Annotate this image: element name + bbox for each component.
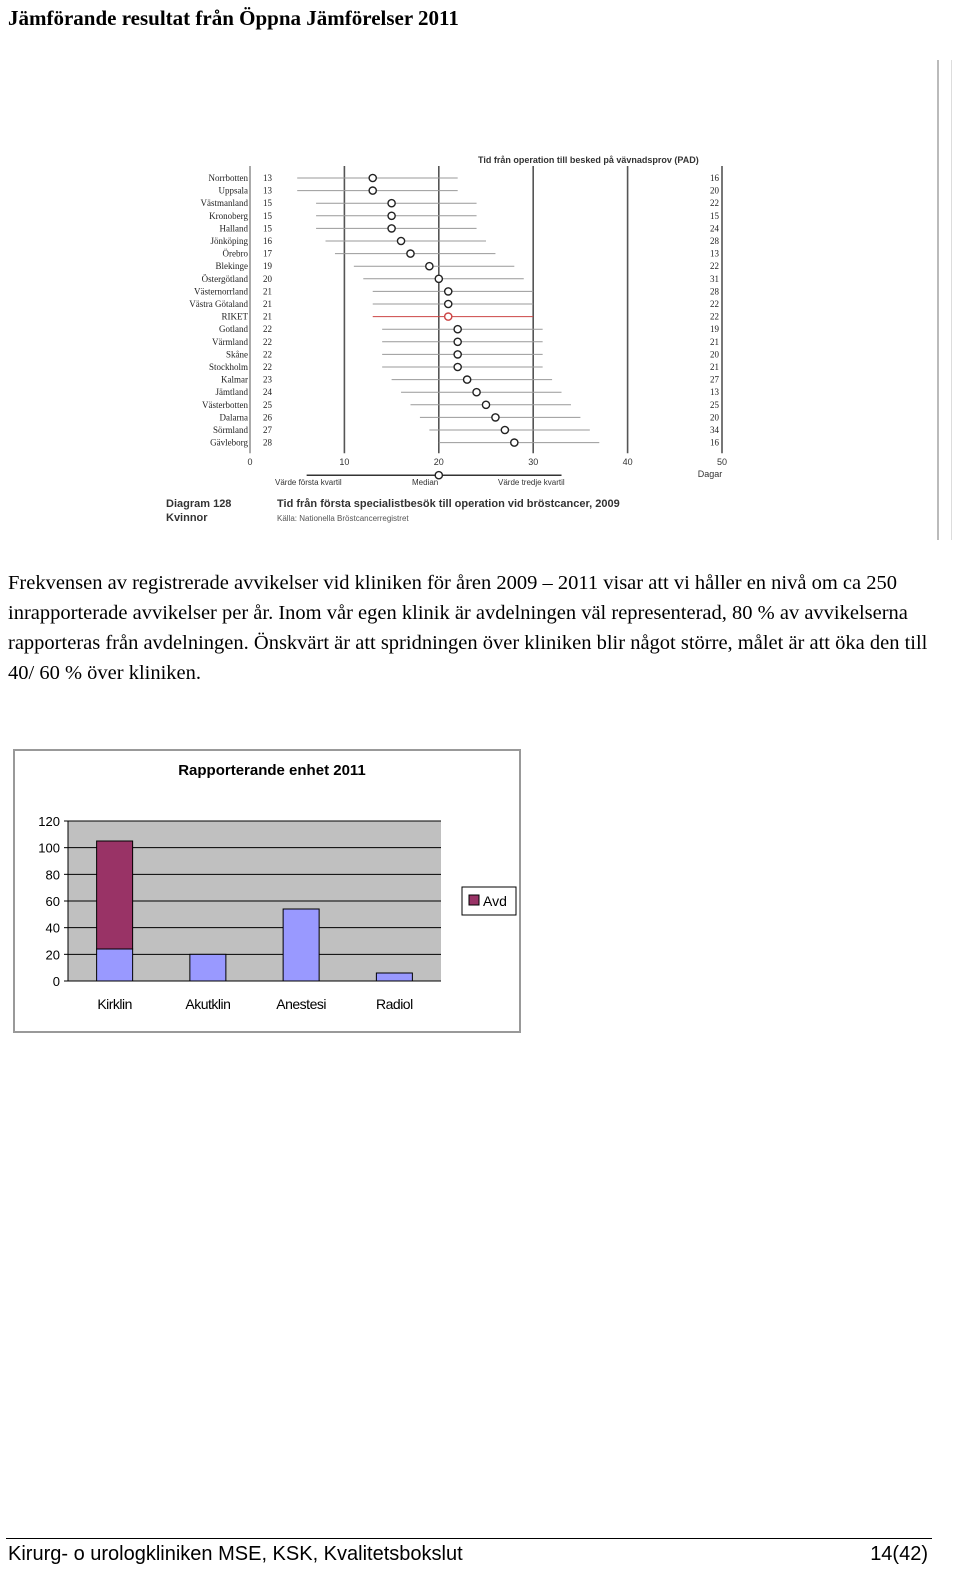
fig1-region-label: Uppsala [218,185,248,196]
fig1-region-median-value: 22 [263,349,272,360]
bar-chart-x-tick: Kirklin [97,996,132,1012]
fig1-region-median-value: 22 [263,324,272,335]
fig1-x-tick: 10 [339,457,350,468]
fig1-median-marker [454,351,461,358]
fig1-region-label: Värmland [212,336,248,347]
bar-chart-y-tick: 80 [45,867,60,883]
page-edge-rule [937,60,952,540]
fig1-x-tick: 0 [247,457,253,468]
fig1-region-label: Skåne [226,349,248,360]
fig1-region-pad-value: 24 [710,223,719,234]
fig1-median-marker [454,338,461,345]
fig1-median-marker [388,212,395,219]
fig1-median-marker [482,401,489,408]
page-header-title: Jämförande resultat från Öppna Jämförelser 2011 [8,6,459,30]
fig1-region-pad-value: 13 [710,387,719,398]
fig1-median-marker [511,439,518,446]
fig1-top-title: Tid från operation till besked på vävnadsprov (PAD) [478,155,699,165]
fig1-region-label: Gävleborg [210,437,248,448]
fig1-median-marker [445,313,452,320]
fig1-region-median-value: 25 [263,399,272,410]
bar-chart-panel [13,749,521,1033]
fig1-region-median-value: 20 [263,273,272,284]
fig1-region-label: Norrbotten [208,173,248,183]
fig1-legend-q3: Värde tredje kvartil [498,478,565,488]
fig1-region-label: Örebro [222,248,248,259]
bar-chart-bar [97,841,133,949]
bar-chart-y-tick: 120 [38,814,60,829]
fig1-region-median-value: 13 [263,173,272,183]
fig1-region-pad-value: 34 [710,425,719,435]
fig1-legend-q1: Värde första kvartil [275,478,342,488]
fig1-legend-median: Median [412,478,439,488]
fig1-region-label: Kalmar [221,374,248,385]
fig1-region-median-value: 13 [263,185,272,196]
fig1-region-pad-value: 22 [710,261,719,272]
fig1-median-marker [426,263,433,270]
fig1-region-label: Jämtland [215,387,248,398]
fig1-median-marker [388,225,395,232]
fig1-region-pad-value: 28 [710,236,719,246]
bar-chart-y-tick: 20 [45,947,60,963]
fig1-region-median-value: 16 [263,236,272,246]
fig1-median-marker [435,275,442,282]
footer-page-number: 14(42) [870,1543,928,1565]
fig1-region-label: Jönköping [210,236,248,246]
fig1-x-tick: 40 [622,457,633,468]
fig1-region-pad-value: 25 [710,399,719,410]
fig1-x-tick: 50 [716,457,728,468]
fig1-region-pad-value: 19 [710,324,719,335]
bar-chart-title: Rapporterande enhet 2011 [178,762,366,779]
bar-chart-x-tick: Radiol [376,996,413,1012]
fig1-x-tick: 30 [528,457,539,468]
fig1-region-label: Blekinge [215,261,248,272]
fig1-median-marker [445,300,452,307]
fig1-median-marker [492,414,499,421]
fig1-region-median-value: 22 [263,362,272,372]
fig1-region-median-value: 26 [263,412,272,423]
fig1-median-marker [454,363,461,370]
fig1-source: Källa: Nationella Bröstcancerregistret [277,514,409,524]
bar-chart-legend-label: Avd [483,893,507,909]
fig1-region-label: Västernorrland [194,286,248,297]
fig1-region-pad-value: 21 [710,336,719,347]
fig1-region-label: Sörmland [213,425,248,435]
fig1-region-label: Kronoberg [209,210,248,221]
fig1-region-median-value: 28 [263,437,272,448]
fig1-median-marker [454,326,461,333]
fig1-region-pad-value: 20 [710,349,719,360]
fig1-median-marker [473,389,480,396]
fig1-x-tick: 20 [433,457,444,468]
fig1-region-pad-value: 16 [710,173,719,183]
fig1-diagram-label: Diagram 128 [166,498,232,511]
fig1-median-marker [369,187,376,194]
fig1-region-label: Gotland [219,324,248,335]
footer-document-title: Kirurg- o urologkliniken MSE, KSK, Kvalitetsbokslut [8,1543,463,1565]
fig1-region-label: Östergötland [201,273,248,284]
fig1-region-pad-value: 22 [710,311,719,322]
fig1-region-label: Dalarna [219,412,248,423]
bar-chart-bar [376,973,412,981]
fig1-region-pad-value: 27 [710,374,719,385]
fig1-region-pad-value: 20 [710,185,719,196]
bar-chart-y-tick: 40 [45,920,60,936]
fig1-region-median-value: 15 [263,223,272,234]
fig1-region-label: Stockholm [208,362,248,372]
fig1-median-marker [397,237,404,244]
bar-chart-x-tick: Akutklin [185,996,231,1012]
fig1-region-label: Halland [219,223,248,234]
regional-comparison-figure [160,150,760,530]
fig1-median-marker [501,426,508,433]
fig1-region-median-value: 21 [263,286,272,297]
bar-chart-bar [283,909,319,981]
fig1-region-median-value: 15 [263,198,272,209]
fig1-region-median-value: 19 [263,261,272,272]
fig1-median-marker [445,288,452,295]
fig1-region-median-value: 24 [263,387,272,398]
fig1-region-pad-value: 22 [710,198,719,209]
fig1-region-median-value: 21 [263,299,272,309]
fig1-diagram-sub: Kvinnor [166,512,208,525]
fig1-region-label: Västra Götaland [189,299,248,309]
fig1-region-label: Västerbotten [202,399,248,410]
fig1-region-median-value: 22 [263,336,272,347]
bar-chart-y-tick: 0 [52,974,60,989]
fig1-region-pad-value: 20 [710,412,719,423]
body-paragraph: Frekvensen av registrerade avvikelser vid kliniken för åren 2009 – 2011 visar att vi håller en nivå om ca 250 inrapporterade avvikelser per år. Inom vår egen klinik är avdelningen väl representerad, 80 % av avvikelserna rapporteras från avdelningen. Önskvärt är att spridningen över kliniken blir något större, målet är att öka den till 40/ 60 % över kliniken. [8,572,928,684]
footer-rule [6,1538,932,1539]
fig1-region-pad-value: 21 [710,362,719,372]
fig1-caption: Tid från första specialistbesök till operation vid bröstcancer, 2009 [277,498,620,511]
fig1-region-median-value: 15 [263,210,272,221]
fig1-region-pad-value: 16 [710,437,719,448]
bar-chart-legend-swatch [469,895,479,905]
fig1-region-pad-value: 13 [710,248,719,259]
bar-chart-bar [190,954,226,981]
bar-chart-y-tick: 60 [45,894,60,909]
fig1-x-unit: Dagar [697,469,723,480]
bar-chart-bar [97,949,133,981]
fig1-region-pad-value: 22 [710,299,719,309]
fig1-median-marker [407,250,414,257]
fig1-median-marker [388,200,395,207]
fig1-median-marker [369,174,376,181]
fig1-region-median-value: 23 [263,374,272,385]
fig1-median-marker [464,376,471,383]
fig1-region-pad-value: 28 [710,286,719,297]
fig1-region-median-value: 21 [263,311,272,322]
fig1-region-median-value: 27 [263,425,272,435]
bar-chart [15,751,519,1031]
bar-chart-y-tick: 100 [38,840,60,856]
fig1-region-label: RIKET [221,311,248,322]
fig1-region-label: Västmanland [200,198,248,209]
fig1-region-pad-value: 31 [710,273,719,284]
fig1-region-median-value: 17 [263,248,272,259]
bar-chart-x-tick: Anestesi [276,996,326,1012]
fig1-region-pad-value: 15 [710,210,719,221]
